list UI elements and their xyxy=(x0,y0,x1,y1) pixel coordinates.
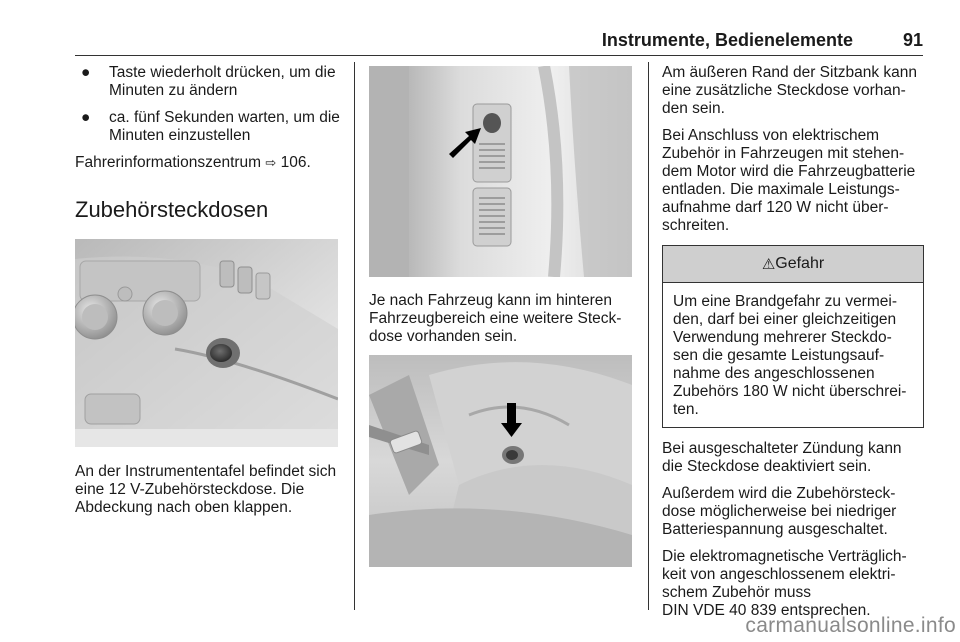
page-number: 91 xyxy=(902,30,923,50)
paragraph: Die elektromagnetische Verträglich-keit von angeschlossenem elektri-schem Zubehör muss xyxy=(662,548,907,601)
list-item xyxy=(75,64,341,100)
reference-page[interactable]: 106. xyxy=(280,154,311,171)
paragraph: DIN VDE 40 839 entsprechen. xyxy=(662,602,871,619)
paragraph: Am äußeren Rand der Sitzbank kann eine zusätzliche Steckdose vorhan-den sein. xyxy=(662,64,918,117)
figure-seat-socket xyxy=(369,355,632,567)
seat-socket-illustration xyxy=(369,355,632,567)
cross-reference xyxy=(75,154,341,173)
danger-header xyxy=(663,246,923,283)
danger-text: Um eine Brandgefahr zu vermei-den, darf bei einer gleichzeitigen Verwendung mehrerer Steckdo-sen die gesamte Leistungsauf-nahme des angeschlossenen Zubehörs 180 W nicht überschrei-ten. xyxy=(673,293,907,418)
dashboard-socket-illustration xyxy=(75,239,338,447)
bullet-text: ca. fünf Sekunden warten, um die Minuten einzustellen xyxy=(109,109,340,144)
section-heading: Zubehörsteckdosen xyxy=(75,197,269,222)
paragraph: Bei ausgeschalteter Zündung kann die Steckdose deaktiviert sein. xyxy=(662,440,902,475)
danger-title: Gefahr xyxy=(775,255,825,272)
bullet-text: Taste wiederholt drücken, um die Minuten zu ändern xyxy=(109,64,336,99)
header-title: Instrumente, Bedienelemente xyxy=(601,30,853,50)
bullet-dot: ● xyxy=(81,64,91,81)
paragraph: Bei Anschluss von elektrischem Zubehör in Fahrzeugen mit stehen-dem Motor wird die Fahrzeugbatterie entladen. Die maximale Leistungs-aufnahme darf 120 W nicht über-schreiten. xyxy=(662,127,916,234)
figure-caption: Je nach Fahrzeug kann im hinteren Fahrzeugbereich eine weitere Steck-dose vorhanden sein. xyxy=(369,292,622,345)
bullet-dot: ● xyxy=(81,109,91,126)
reference-text: Fahrerinformationszentrum xyxy=(75,154,262,171)
page-reference-arrow-icon: ⇨ xyxy=(265,156,277,171)
warning-triangle-icon: ⚠ xyxy=(761,255,776,273)
danger-notice xyxy=(662,245,924,428)
column-3 xyxy=(662,64,924,629)
paragraph: Außerdem wird die Zubehörsteck-dose möglicherweise bei niedriger Batteriespannung ausgeschaltet. xyxy=(662,485,897,538)
column-2 xyxy=(369,66,634,567)
rear-socket-illustration xyxy=(369,66,632,277)
column-divider-2 xyxy=(648,62,649,610)
column-divider-1 xyxy=(354,62,355,610)
header-rule xyxy=(75,55,923,56)
figure-dashboard-socket xyxy=(75,239,338,447)
figure-rear-socket xyxy=(369,66,632,277)
list-item xyxy=(75,109,341,145)
watermark: carmanualsonline.info xyxy=(745,614,956,637)
page-header xyxy=(75,30,923,50)
column-1 xyxy=(75,64,341,526)
figure-caption: An der Instrumententafel befindet sich eine 12 V-Zubehörsteckdose. Die Abdeckung nach oben klappen. xyxy=(75,463,337,516)
